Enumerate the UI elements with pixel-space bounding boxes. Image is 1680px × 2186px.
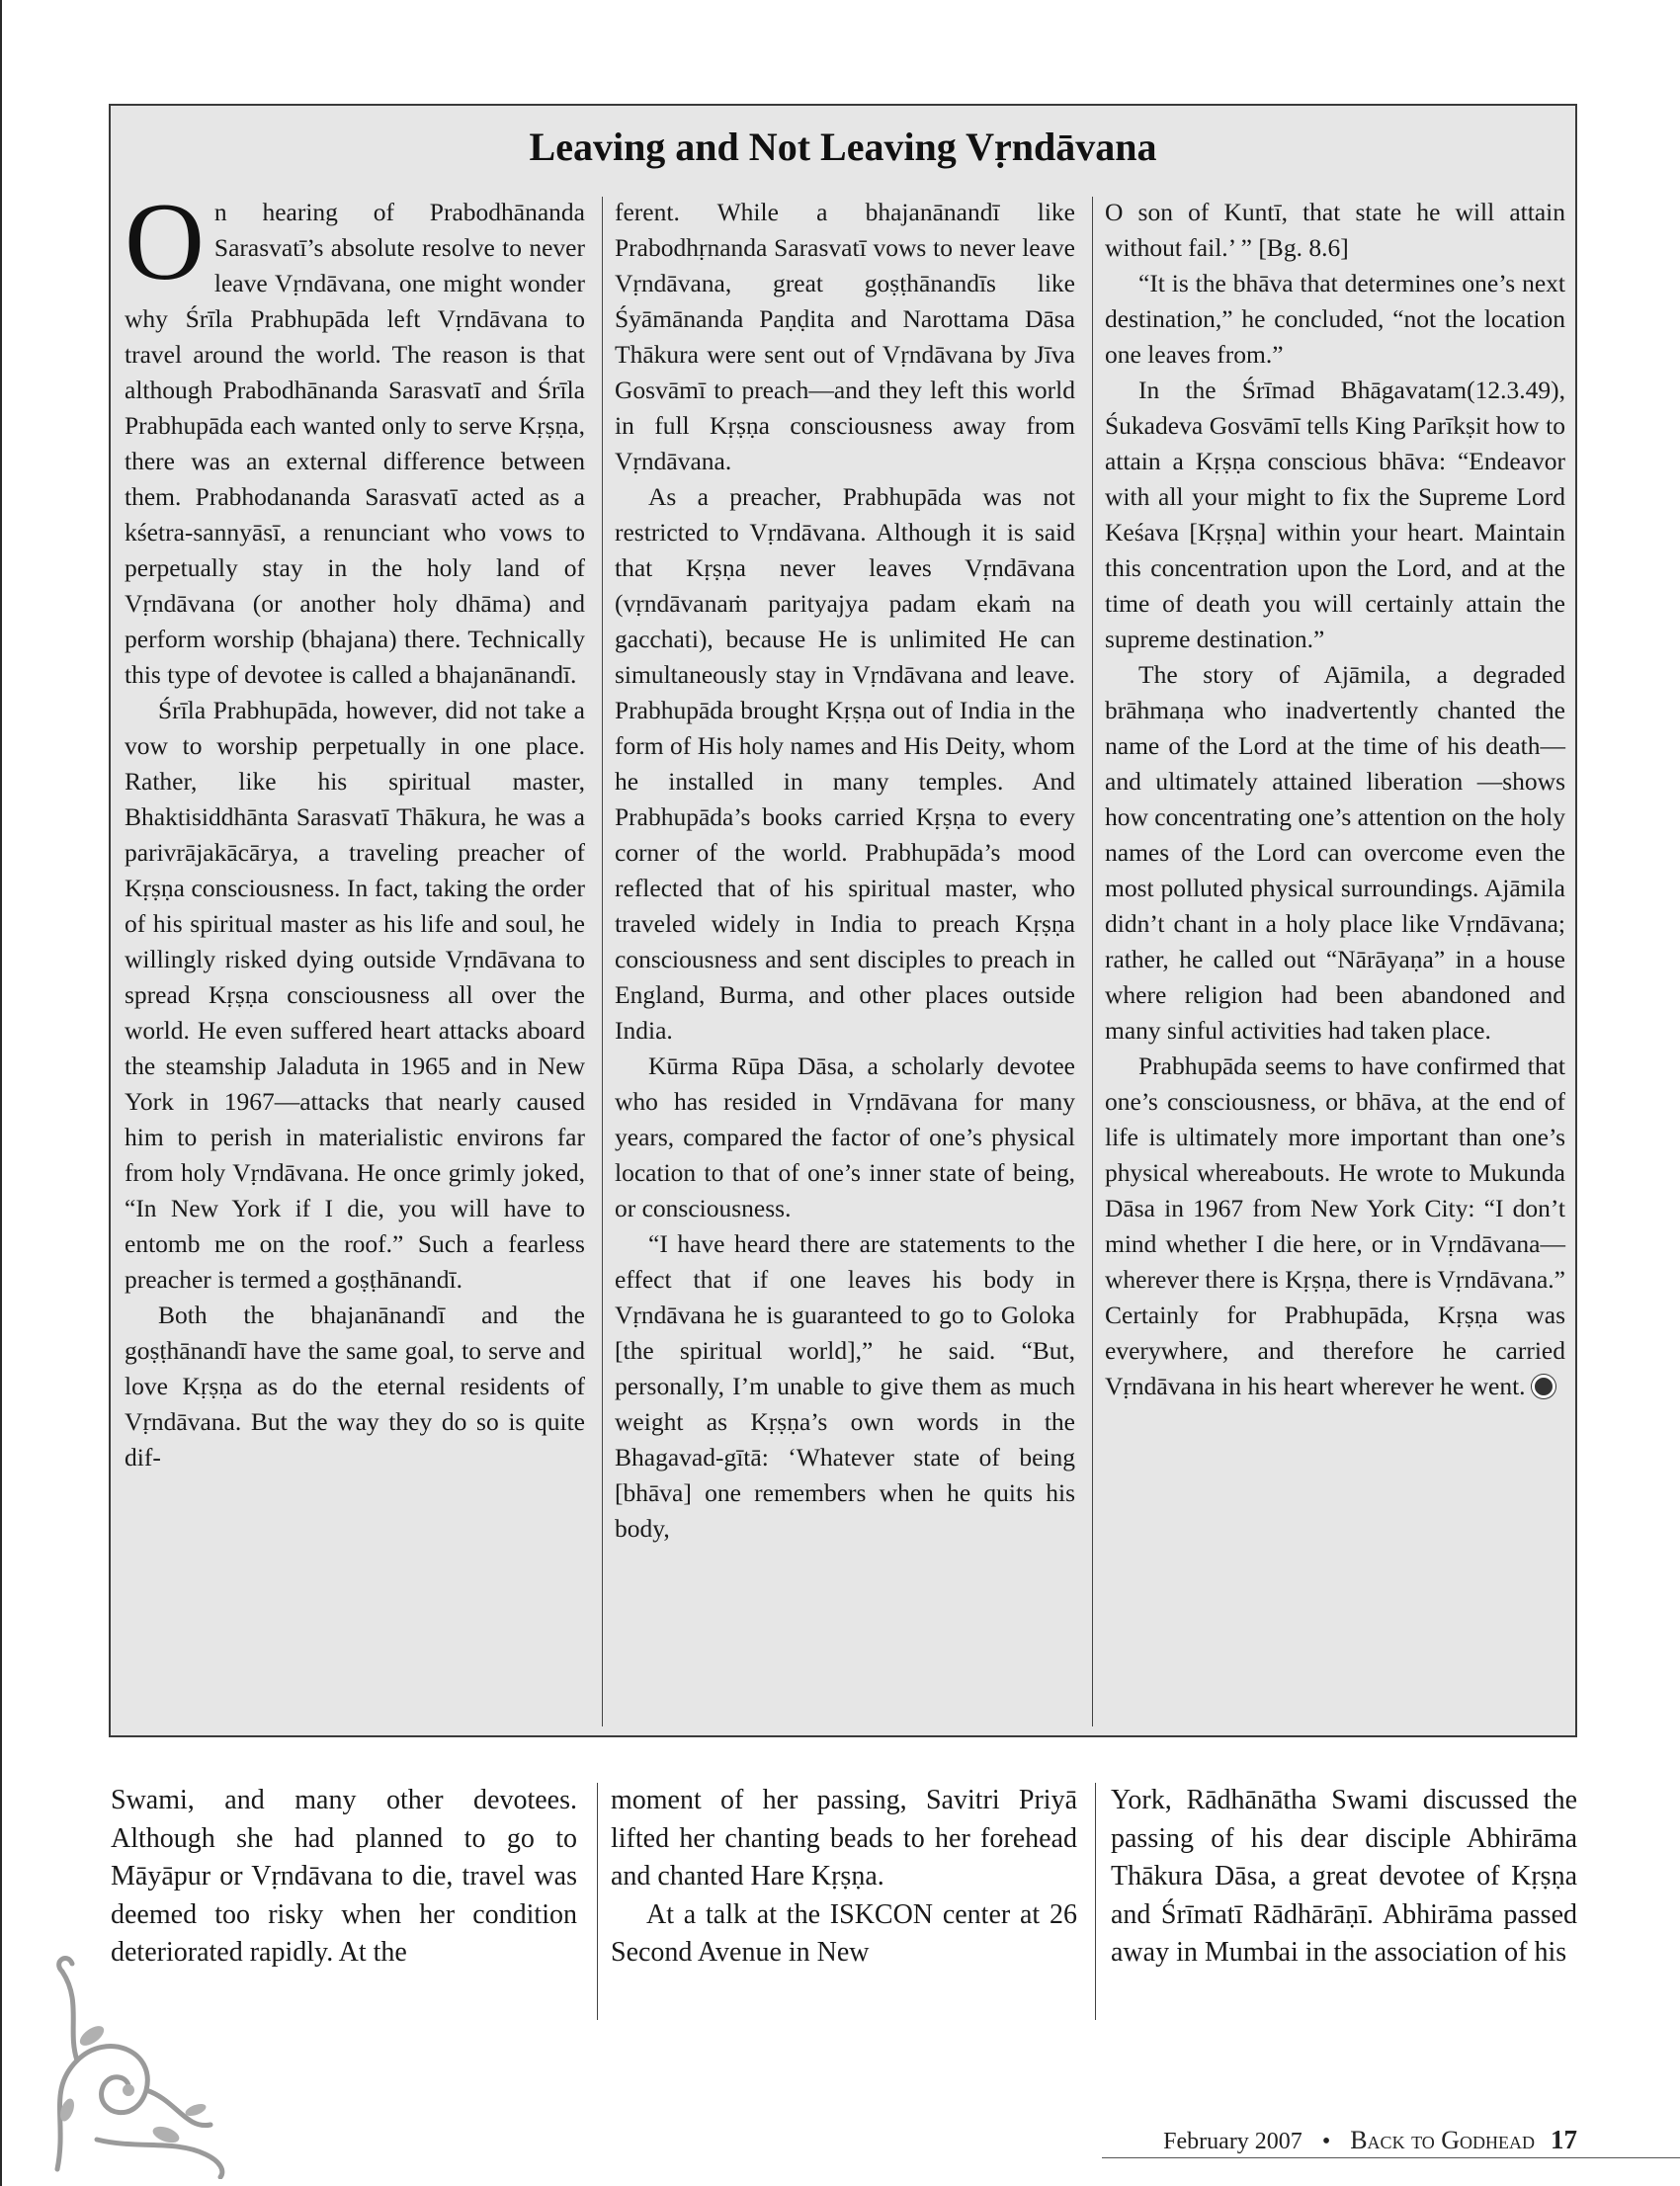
body-paragraph: York, Rādhānātha Swami discussed the passing of his dear disciple Abhirāma Thākura Dāsa, a great devotee of Kṛṣṇa and Śrīmatī Rādhārāṇī. Abhirāma passed away in Mumbai in the association of his bbox=[1111, 1785, 1577, 1968]
main-column-2 bbox=[611, 1782, 1077, 1973]
column-divider bbox=[597, 1783, 598, 2020]
column-divider bbox=[602, 197, 603, 1726]
sidebar-paragraph bbox=[125, 181, 585, 693]
sidebar-paragraph: Both the bhajanānandī and the goṣṭhānandī have the same goal, to serve and love Kṛṣṇa as do the eternal residents of Vṛndāvana. But the way they do so is quite dif- bbox=[125, 1301, 585, 1471]
sidebar-paragraph: Kūrma Rūpa Dāsa, a scholarly devotee who has resided in Vṛndāvana for many years, compared the factor of one’s physical location to that of one’s inner state of being, or consciousness. bbox=[615, 1051, 1075, 1222]
page-footer bbox=[1163, 2125, 1577, 2155]
sidebar-column-1 bbox=[125, 181, 585, 1475]
issue-date: February 2007 bbox=[1163, 2129, 1302, 2154]
page-number: 17 bbox=[1551, 2125, 1577, 2154]
sidebar-column-3 bbox=[1105, 195, 1565, 1404]
paragraph-text: n hearing of Prabodhānanda Sarasvatī’s absolute resolve to never leave Vṛndāvana, one might wonder why Śrīla Prabhupāda left Vṛndāvana to travel around the world. The reason is that although Prabodhānanda Sarasvatī and Śrīla Prabhupāda each wanted only to serve Kṛṣṇa, there was an external difference between them. Prabhodananda Sarasvatī acted as a kśetra-sannyāsī, a renunciant who vows to perpetually stay in the holy land of Vṛndāvana (or another holy dhāma) and perform worship (bhajana) there. Technically this type of devotee is called a bhajanānandī. bbox=[125, 198, 585, 689]
footer-rule bbox=[1102, 2157, 1680, 2158]
body-paragraph: moment of her passing, Savitri Priyā lifted her chanting beads to her forehead and chanted Hare Kṛṣṇa. bbox=[611, 1785, 1077, 1892]
page-edge-line bbox=[0, 0, 2, 2186]
sidebar-paragraph: The story of Ajāmila, a degraded brāhmaṇa who inadvertently chanted the name of the Lord at the time of his death—and ultimately attained liberation —shows how concentrating one’s attention on the holy names of the Lord can overcome even the most polluted physical surroundings. Ajāmila didn’t chant in a holy place like Vṛndāvana; rather, he called out “Nārāyaṇa” in a house where religion had been abandoned and many sinful activities had taken place. bbox=[1105, 660, 1565, 1045]
sidebar-paragraph: O son of Kuntī, that state he will attain without fail.’ ” [Bg. 8.6] bbox=[1105, 198, 1565, 262]
sidebar-column-2 bbox=[615, 195, 1075, 1547]
sidebar-paragraph: As a preacher, Prabhupāda was not restricted to Vṛndāvana. Although it is said that Kṛṣṇa never leaves Vṛndāvana (vṛndāvanaṁ parityajya padam ekaṁ na gacchati), because He is unlimited He can simultaneously stay in Vṛndāvana and leave. Prabhupāda brought Kṛṣṇa out of India in the form of His holy names and His Deity, whom he installed in many temples. And Prabhupāda’s books carried Kṛṣṇa to every corner of the world. Prabhupāda’s mood reflected that of his spiritual master, who traveled widely in India to preach Kṛṣṇa consciousness and sent disciples to preach in England, Burma, and other places outside India. bbox=[615, 482, 1075, 1045]
column-divider bbox=[1095, 1783, 1096, 2020]
sidebar-paragraph: “I have heard there are statements to the effect that if one leaves his body in Vṛndāvana he is guaranteed to go to Goloka [the spiritual world],” he said. “But, personally, I’m unable to give them as much weight as Kṛṣṇa’s own words in the Bhagavad-gītā: ‘Whatever state of being [bhāva] one remembers when he quits his body, bbox=[615, 1229, 1075, 1543]
paragraph-text: Prabhupāda seems to have confirmed that one’s consciousness, or bhāva, at the end of life is ultimately more important than one’s physical whereabouts. He wrote to Mukunda Dāsa in 1967 from New York City: “I don’t mind whether I die here, or in Vṛndāvana—wherever there is Kṛṣṇa, there is Vṛndāvana.” Certainly for Prabhupāda, Kṛṣṇa was everywhere, and therefore he carried Vṛndāvana in his heart wherever he went. bbox=[1105, 1051, 1565, 1400]
end-mark-icon bbox=[1532, 1375, 1555, 1398]
magazine-name: Back to Godhead bbox=[1350, 2126, 1535, 2154]
sidebar-title: Leaving and Not Leaving Vṛndāvana bbox=[529, 125, 1157, 169]
sidebar-paragraph: ferent. While a bhajanānandī like Prabodhṛnanda Sarasvatī vows to never leave Vṛndāvana, great goṣṭhānandīs like Śyāmānanda Paṇḍita and Narottama Dāsa Thākura were sent out of Vṛndāvana by Jīva Gosvāmī to preach—and they left this world in full Kṛṣṇa consciousness away from Vṛndāvana. bbox=[615, 198, 1075, 475]
drop-cap: O bbox=[125, 181, 205, 303]
body-paragraph: At a talk at the ISKCON center at 26 Second Avenue in New bbox=[611, 1898, 1077, 1968]
sidebar-paragraph: In the Śrīmad Bhāgavatam(12.3.49), Śukadeva Gosvāmī tells King Parīkṣit how to attain a Kṛṣṇa conscious bhāva: “Endeavor with all your might to fix the Supreme Lord Keśava [Kṛṣṇa] within your heart. Maintain this concentration upon the Lord, and at the time of death you will certainly attain the supreme destination.” bbox=[1105, 376, 1565, 653]
footer-bullet: • bbox=[1321, 2129, 1331, 2154]
sidebar-paragraph bbox=[1105, 1049, 1565, 1404]
floral-ornament-icon bbox=[38, 1942, 235, 2179]
sidebar-paragraph: Śrīla Prabhupāda, however, did not take a vow to worship perpetually in one place. Rather, like his spiritual master, Bhaktisiddhānta Sarasvatī Thākura, he was a parivrājakācārya, a traveling preacher of Kṛṣṇa consciousness. In fact, taking the order of his spiritual master as his life and soul, he willingly risked dying outside Vṛndāvana to spread Kṛṣṇa consciousness all over the world. He even suffered heart attacks aboard the steamship Jaladuta in 1965 and in New York in 1967—attacks that nearly caused him to perish in materialistic environs far from holy Vṛndāvana. He once grimly joked, “In New York if I die, you will have to entomb me on the roof.” Such a fearless preacher is termed a goṣṭhānandī. bbox=[125, 696, 585, 1294]
body-paragraph: Swami, and many other devotees. Although she had planned to go to Māyāpur or Vṛndāvana to die, travel was deemed too risky when her condition deteriorated rapidly. At the bbox=[111, 1785, 577, 1968]
sidebar-box bbox=[109, 104, 1577, 1737]
column-divider bbox=[1092, 197, 1093, 1726]
sidebar-paragraph: “It is the bhāva that determines one’s next destination,” he concluded, “not the location one leaves from.” bbox=[1105, 269, 1565, 369]
main-column-3 bbox=[1111, 1782, 1577, 1973]
